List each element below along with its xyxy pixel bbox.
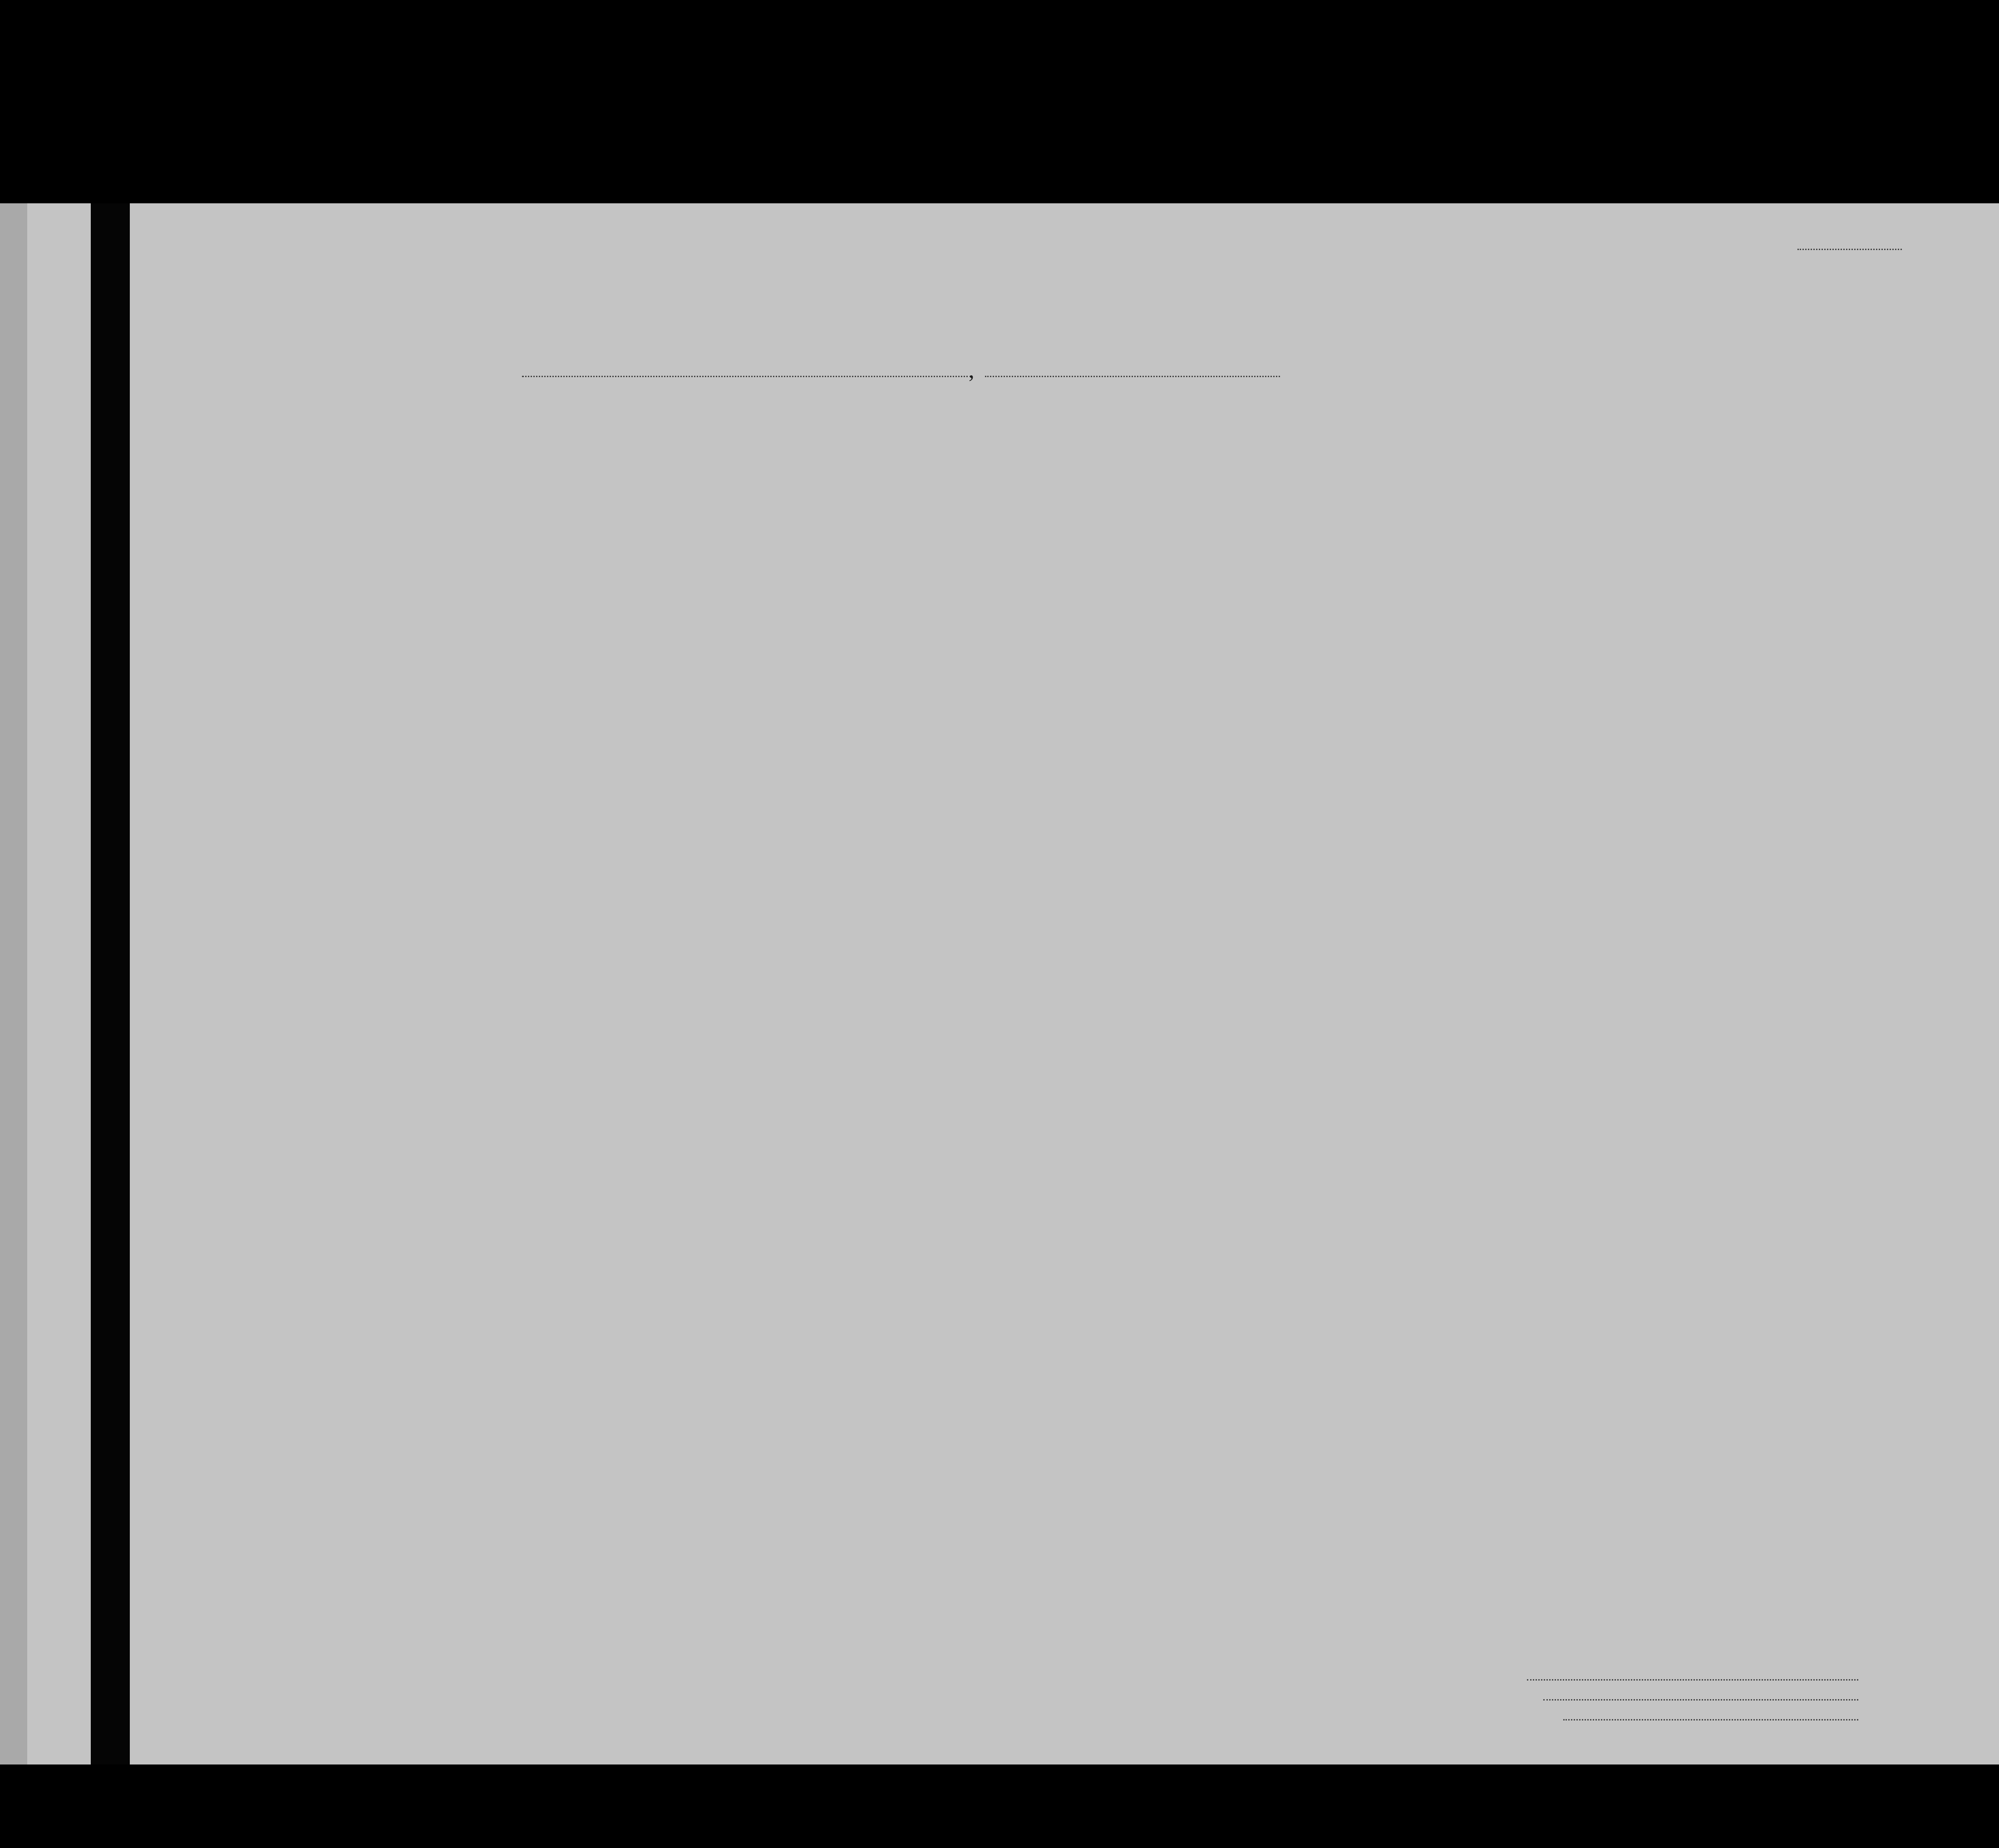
agents-underline	[1563, 1719, 1858, 1720]
line-underline	[1527, 1679, 1858, 1681]
port-underline	[522, 376, 971, 377]
date-underline	[985, 376, 1280, 377]
list-underline	[1797, 249, 1902, 250]
owners-underline	[1543, 1699, 1858, 1701]
comma: ,	[969, 357, 975, 383]
